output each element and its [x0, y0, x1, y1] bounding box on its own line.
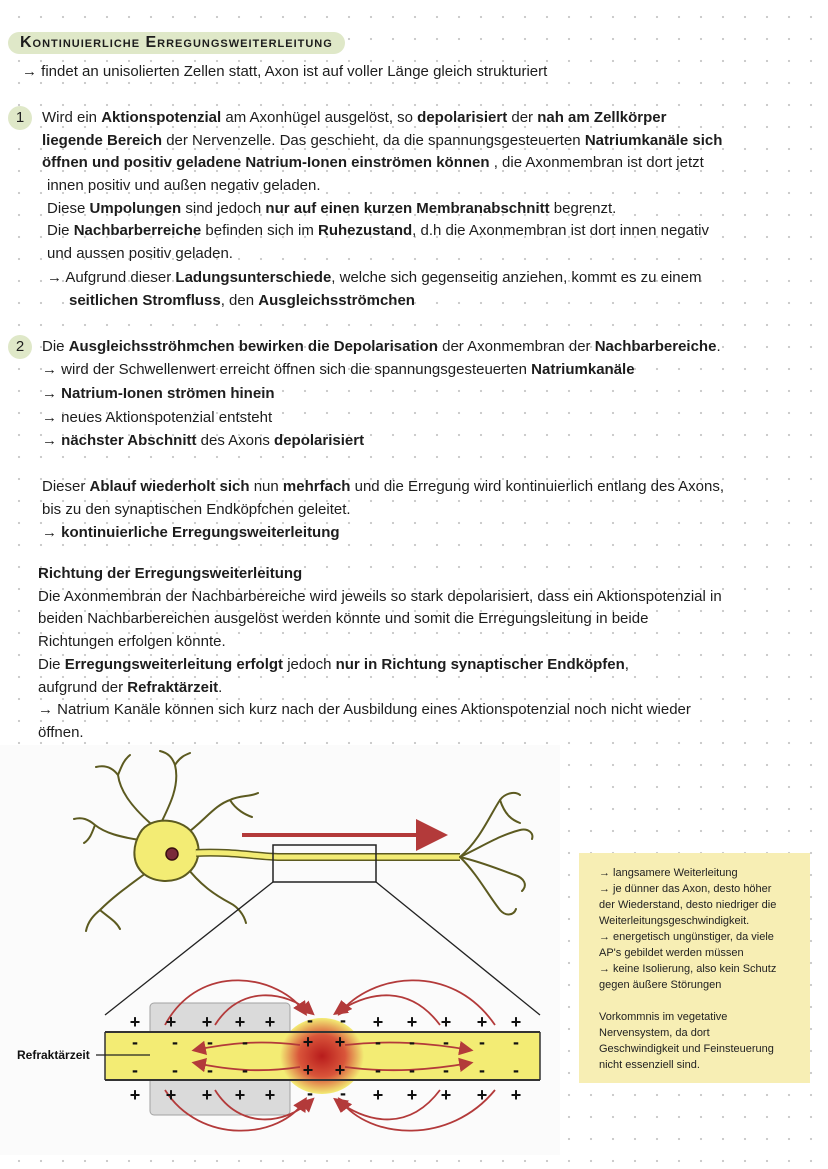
charge-minus: - — [172, 1032, 178, 1052]
direction-line4: Die Erregungsweiterleitung erfolgt jedoch nur in Richtung synaptischer Endköpfen, — [38, 656, 629, 673]
note-line: Weiterleitungsgeschwindigkeit. — [599, 915, 750, 927]
step1-line1: Wird ein Aktionspotenzial am Axonhügel ausgelöst, so depolarisiert der nah am Zellkörper — [42, 109, 667, 126]
charge-minus: - — [443, 1032, 449, 1052]
note-line: → langsamere Weiterleitung — [599, 867, 738, 879]
step2-line2: → wird der Schwellenwert erreicht öffnen sich die spannungsgesteuerten Natriumkanäle — [42, 361, 635, 378]
note-line: Nervensystem, da dort — [599, 1027, 710, 1039]
charge-plus: + — [201, 1012, 213, 1032]
charge-minus: - — [375, 1060, 381, 1080]
charge-plus: + — [440, 1085, 452, 1105]
charge-minus: - — [207, 1060, 213, 1080]
charge-minus: - — [172, 1060, 178, 1080]
direction-heading: Richtung der Erregungsweiterleitung — [38, 565, 303, 582]
direction-line1: Die Axonmembran der Nachbarbereiche wird jeweils so stark depolarisiert, dass ein Aktionspotenzial in — [38, 588, 722, 605]
note-line: → energetisch ungünstiger, da viele — [599, 931, 774, 943]
charge-plus: + — [406, 1085, 418, 1105]
charge-plus: + — [302, 1032, 314, 1052]
charge-plus: + — [372, 1012, 384, 1032]
step2-line1: Die Ausgleichsströhmchen bewirken die Depolarisation der Axonmembran der Nachbarbereiche. — [42, 338, 721, 355]
charge-minus: - — [307, 1010, 313, 1030]
note-line: nicht essenziell sind. — [599, 1059, 700, 1071]
repeat-line2: bis zu den synaptischen Endköpfchen geleitet. — [42, 501, 351, 518]
direction-line6: → Natrium Kanäle können sich kurz nach der Ausbildung eines Aktionspotenzial noch nicht wieder — [38, 701, 691, 718]
note-line: AP's gebildet werden müssen — [599, 947, 744, 959]
charge-minus: - — [307, 1083, 313, 1103]
step2-line3: → Natrium-Ionen strömen hinein — [42, 385, 275, 402]
step2-line4: → neues Aktionspotenzial entsteht — [42, 409, 273, 426]
charge-plus: + — [165, 1085, 177, 1105]
charge-minus: - — [242, 1060, 248, 1080]
charge-minus: - — [242, 1032, 248, 1052]
note-box — [579, 853, 810, 1083]
charge-plus: + — [510, 1012, 522, 1032]
step1-line7: und aussen positiv geladen. — [47, 245, 233, 262]
note-line: Geschwindigkeit und Feinsteuerung — [599, 1043, 774, 1055]
step-number-2: 2 — [8, 335, 32, 359]
repeat-line3: → kontinuierliche Erregungsweiterleitung — [42, 524, 340, 541]
nucleus — [166, 848, 178, 860]
charge-plus: + — [334, 1032, 346, 1052]
charge-minus: - — [132, 1032, 138, 1052]
intro-text: → findet an unisolierten Zellen statt, Axon ist auf voller Länge gleich strukturiert — [22, 63, 548, 80]
step1-line2: liegende Bereich der Nervenzelle. Das geschieht, da die spannungsgesteuerten Natriumkanäle sich — [42, 132, 723, 149]
note-line: gegen äußere Störungen — [599, 979, 722, 991]
charge-plus: + — [264, 1012, 276, 1032]
repeat-line1: Dieser Ablauf wiederholt sich nun mehrfach und die Erregung wird kontinuierlich entlang des Axons, — [42, 478, 725, 495]
neuron-figure — [0, 745, 560, 1155]
charge-minus: - — [375, 1032, 381, 1052]
charge-plus: + — [129, 1085, 141, 1105]
charge-plus: + — [165, 1012, 177, 1032]
note-line: → je dünner das Axon, desto höher — [599, 883, 772, 895]
note-line: → keine Isolierung, also kein Schutz — [599, 963, 777, 975]
charge-plus: + — [302, 1060, 314, 1080]
step1-line8: → Aufgrund dieser Ladungsunterschiede, welche sich gegenseitig anziehen, kommt es zu einem — [47, 269, 702, 286]
charge-plus: + — [440, 1012, 452, 1032]
action-potential-zone — [280, 1018, 364, 1094]
note-line: der Wiederstand, desto niedriger die — [599, 899, 777, 911]
charge-minus: - — [479, 1032, 485, 1052]
note-line: Vorkommnis im vegetative — [599, 1011, 728, 1023]
charge-minus: - — [340, 1083, 346, 1103]
direction-line7: öffnen. — [38, 724, 84, 741]
page-title: Kontinuierliche Erregungsweiterleitung — [8, 32, 345, 54]
charge-plus: + — [264, 1085, 276, 1105]
charge-minus: - — [340, 1010, 346, 1030]
step2-line5: → nächster Abschnitt des Axons depolarisiert — [42, 432, 365, 449]
step-number-1: 1 — [8, 106, 32, 130]
charge-minus: - — [443, 1060, 449, 1080]
step1-line9: seitlichen Stromfluss, den Ausgleichsströmchen — [69, 292, 415, 309]
charge-plus: + — [234, 1085, 246, 1105]
charge-plus: + — [334, 1060, 346, 1080]
charge-plus: + — [234, 1012, 246, 1032]
charge-minus: - — [513, 1060, 519, 1080]
charge-plus: + — [372, 1085, 384, 1105]
charge-minus: - — [132, 1060, 138, 1080]
charge-plus: + — [510, 1085, 522, 1105]
charge-plus: + — [476, 1012, 488, 1032]
charge-minus: - — [479, 1060, 485, 1080]
charge-minus: - — [409, 1032, 415, 1052]
charge-minus: - — [207, 1032, 213, 1052]
step1-line4: innen positiv und außen negativ geladen. — [47, 177, 321, 194]
charge-plus: + — [406, 1012, 418, 1032]
step1-line5: Diese Umpolungen sind jedoch nur auf einen kurzen Membranabschnitt begrenzt. — [47, 200, 617, 217]
refractory-label: Refraktärzeit — [17, 1048, 90, 1062]
direction-line2: beiden Nachbarbereichen ausgelöst werden könnte und somit die Erregungsleitung in beide — [38, 610, 649, 627]
direction-line3: Richtungen erfolgen könnte. — [38, 633, 226, 650]
charge-plus: + — [476, 1085, 488, 1105]
charge-plus: + — [129, 1012, 141, 1032]
step1-line3: öffnen und positiv geladene Natrium-Ionen einströmen können , die Axonmembran ist dort jetzt — [42, 154, 704, 171]
direction-line5: aufgrund der Refraktärzeit. — [38, 679, 223, 696]
step1-line6: Die Nachbarberreiche befinden sich im Ruhezustand, d.h die Axonmembran ist dort innen negativ — [47, 222, 709, 239]
charge-minus: - — [513, 1032, 519, 1052]
charge-minus: - — [409, 1060, 415, 1080]
charge-plus: + — [201, 1085, 213, 1105]
